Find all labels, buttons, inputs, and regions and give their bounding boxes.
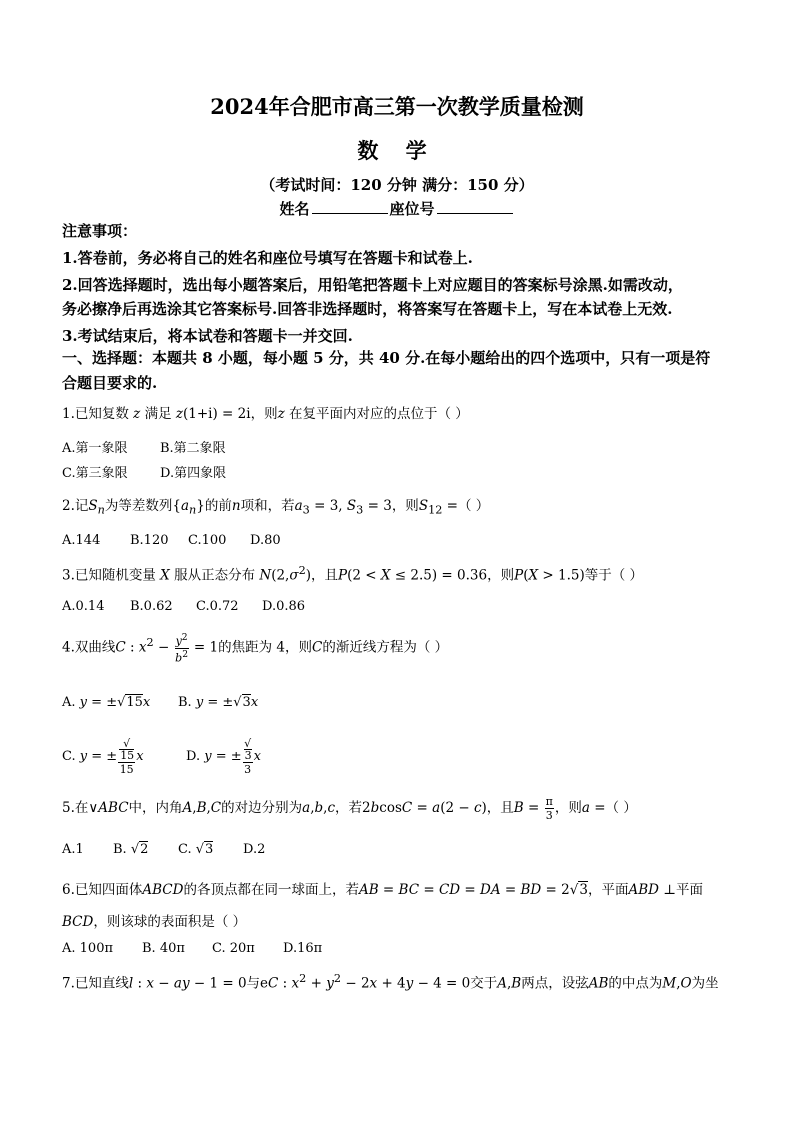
question-3-stem: 3.已知随机变量 X 服从正态分布 $N(2,\sigma^2)$，且P(2 < X ≤ 2.5) = 0.36，则P(X > 1.5)等于（ ） [62, 564, 644, 584]
q4-option-c: C. y = ± √ 15 15 x [62, 737, 144, 776]
q5-option-d: D.2 [243, 842, 266, 857]
q1-option-c: C.第三象限 [62, 466, 128, 481]
q3-option-b: B.0.62 [130, 599, 173, 614]
question-1-stem: 1.已知复数 z 满足 z(1+i) = 2i，则z 在复平面内对应的点位于（ ） [62, 406, 469, 422]
exam-info: （考试时间：120 分钟 满分：150 分） [260, 176, 534, 194]
q6-option-c: C. 20π [212, 941, 255, 956]
question-4-stem: 4.双曲线C : $x^2$ − $\frac{y^2}{b^2}$ = 1的焦距为 4，则C的渐近线方程为（ ） [62, 632, 449, 665]
question-5-stem: 5.在∨ABC中，内角A,B,C的对边分别为a,b,c，若2bcosC = a(2 − c)，且B = $\frac{\pi}{3}$ ，则a =（ ） [62, 795, 637, 822]
q5-option-a: A.1 [62, 842, 84, 857]
notice-item-3: 3.考试结束后，将本试卷和答题卡一并交回. [62, 327, 353, 345]
q1-option-a: A.第一象限 [62, 441, 128, 456]
q2-option-b: B.120 [130, 533, 169, 548]
exam-title: 2024年合肥市高三第一次教学质量检测 [210, 94, 584, 119]
seat-label: 座位号 [389, 200, 435, 218]
q5-option-b: B. √2 [113, 842, 149, 857]
notice-item-1: 1.答卷前，务必将自己的姓名和座位号填写在答题卡和试卷上. [62, 249, 473, 267]
question-7-stem: 7.已知直线l : x − ay − 1 = 0与eC : $x^2 + y^2 - 2x + 4y - 4 = 0$交于A,B两点，设弦AB的中点为M,O为坐 [62, 972, 719, 992]
notice-item-2: 2.回答选择题时，选出每小题答案后，用铅笔把答题卡上对应题目的答案标号涂黑.如需改动， [62, 276, 683, 294]
q5-option-c: C. √3 [178, 842, 214, 857]
q2-option-d: D.80 [250, 533, 281, 548]
name-blank [312, 199, 388, 214]
question-6-stem: 6.已知四面体ABCD的各顶点都在同一球面上，若AB = BC = CD = DA = BD = 2√3，平面ABD ⊥平面 [62, 882, 703, 898]
q3-option-d: D.0.86 [262, 599, 306, 614]
q6-option-a: A. 100π [62, 941, 114, 956]
q1-option-b: B.第二象限 [160, 441, 226, 456]
q4-option-b: B. y = ±√3x [178, 695, 259, 710]
q3-option-c: C.0.72 [196, 599, 239, 614]
q3-option-a: A.0.14 [62, 599, 105, 614]
section1-line1: 一、选择题：本题共 8 小题，每小题 5 分，共 40 分.在每小题给出的四个选项中，只有一项是符 [62, 349, 711, 367]
name-seat-row [0, 199, 794, 218]
q1-option-d: D.第四象限 [160, 466, 227, 481]
notice-item-2-cont: 务必擦净后再选涂其它答案标号.回答非选择题时，将答案写在答题卡上，写在本试卷上无效. [62, 300, 673, 318]
name-label: 姓名 [279, 200, 310, 218]
section1-line2: 合题目要求的. [62, 374, 158, 392]
q6-option-d: D.16π [283, 941, 323, 956]
q6-option-b: B. 40π [142, 941, 185, 956]
q2-option-a: A.144 [62, 533, 101, 548]
notice-heading: 注意事项： [62, 222, 138, 240]
seat-blank [437, 199, 513, 214]
question-2-stem: 2.记$S_n$为等差数列$\{a_n\}$的前n项和，若$a_3 = 3$, $S_3 = 3$，则$S_{12}$ =（ ） [62, 498, 490, 517]
subject-title: 数 学 [357, 138, 437, 163]
q4-option-a: A. y = ±√15x [62, 695, 151, 710]
q4-option-d: D. y = ± √ 3 3 x [186, 737, 261, 776]
question-6-stem-cont: BCD，则该球的表面积是（ ） [62, 914, 247, 930]
q2-option-c: C.100 [188, 533, 227, 548]
